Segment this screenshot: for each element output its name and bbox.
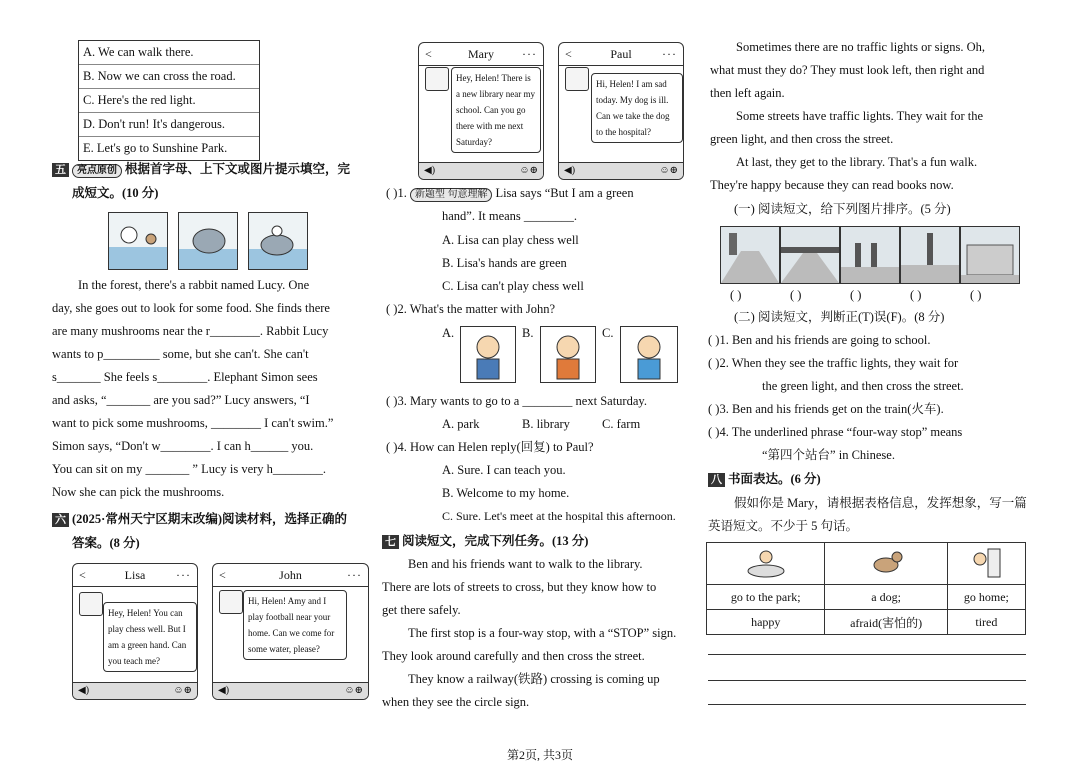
passage-line: They look around carefully and then cross the street. [382,649,645,663]
question-4 [386,436,594,459]
zebra-crossing-illustration [901,227,959,283]
rabbit-illustration [109,213,167,269]
back-icon: < [219,568,226,582]
option-a: A. We can walk there. [79,41,259,65]
section-number: 八 [708,473,725,487]
question-number: ( )4. [386,440,407,454]
tf-text: The underlined phrase “four-way stop” means [731,425,963,439]
park-icon-cell [707,543,825,585]
question-number: ( )1. [386,186,407,200]
table-cell: go to the park; [707,585,825,610]
chat-window-john [212,563,369,700]
section-title: (2025·常州天宁区期末改编)阅读材料，选择正确的 [72,512,347,526]
emoji-icon: ☺⊕ [519,165,538,176]
passage-line: green light, and then cross the street. [710,132,894,146]
street-picture-5 [960,226,1020,284]
section6-heading [52,508,347,531]
option-c-picture [620,326,678,383]
speaker-icon: ◀) [424,165,436,176]
passage-line: You can sit on my _______ ” Lucy is very h________. [52,462,327,476]
boy-headache-illustration [461,327,515,382]
tf-item-4 [708,421,962,444]
order-bracket[interactable]: ( ) [730,288,742,302]
option: A. [442,326,455,340]
section5-passage [52,274,368,504]
tf-item-2 [708,352,958,375]
order-bracket[interactable]: ( ) [790,288,802,302]
option: B. [522,326,534,340]
question-number: ( )3. [386,394,407,408]
passage-line: wants to p_________ some, but she can't. She can't [52,347,309,361]
table-cell: a dog; [825,585,947,610]
passage-line: get there safely. [382,603,461,617]
section-title: 根据首字母、上下文或图片提示填空，完 [125,162,351,176]
option: C. [602,326,614,340]
option: A. Lisa can play chess well [442,233,579,247]
section5-heading [52,158,350,181]
more-icon: ··· [662,47,677,61]
info-table [706,542,1026,635]
section8-heading [708,468,821,491]
chat-window-paul [558,42,684,180]
order-bracket[interactable]: ( ) [910,288,922,302]
question-number: ( )2. [386,302,407,316]
emoji-icon: ☺⊕ [173,685,192,696]
passage-line: Some streets have traffic lights. They wait for the [736,109,984,123]
question-text: How can Helen reply(回复) to Paul? [409,440,594,454]
section7-heading [382,530,588,553]
tf-number: ( )4. [708,425,729,439]
section-number: 五 [52,163,69,177]
option: C. Sure. Let's meet at the hospital this afternoon. [442,509,676,523]
option-a-picture [460,326,516,383]
writing-line[interactable] [708,704,1026,705]
question-3 [386,390,647,413]
option: A. park [442,417,480,431]
chat-message: Hi, Helen! Amy and I play football near your home. Can we come for some water, please? [243,590,347,660]
passage-line: They're happy because they can read books now. [710,178,954,192]
question-2 [386,298,555,321]
task1-heading: (一) 阅读短文，给下列图片排序。(5 分) [734,202,951,216]
elephant-picture [178,212,238,270]
options-box [78,40,260,161]
tf-text: When they see the traffic lights, they wait for [731,356,959,370]
section-number: 七 [382,535,399,549]
more-icon: ··· [347,568,362,582]
elephant-illustration [179,213,237,269]
passage-line: Now she can pick the mushrooms. [52,485,225,499]
passage-line: At last, they get to the library. That's a fun walk. [736,155,978,169]
home-icon [966,545,1006,579]
tf-number: ( )1. [708,333,729,347]
option-d: D. Don't run! It's dangerous. [79,113,259,137]
passage-line: are many mushrooms near the r________. Rabbit Lucy [52,324,329,338]
avatar [79,592,103,616]
passage-line: s_______ She feels s________. Elephant Simon sees [52,370,318,384]
chat-contact-name: Paul [610,47,632,61]
passage-line: want to pick some mushrooms, ________ I can't swim.” [52,416,334,430]
section8-intro: 假如你是 Mary，请根据表格信息，发挥想象，写一篇 [734,496,1027,510]
order-bracket[interactable]: ( ) [970,288,982,302]
section8-intro-cont: 英语短文。不少于 5 句话。 [708,519,859,533]
chat-message: Hi, Helen! I am sad today. My dog is ill. Can we take the dog to the hospital? [591,73,683,143]
task2-heading: (二) 阅读短文，判断正(T)误(F)。(8 分) [734,310,945,324]
section-title: 阅读短文，完成下列任务。(13 分) [402,534,589,548]
street-picture-1 [720,226,780,284]
avatar [425,67,449,91]
option-b-picture [540,326,596,383]
table-cell: go home; [947,585,1025,610]
emoji-icon: ☺⊕ [344,685,363,696]
section-title: 书面表达。(6 分) [728,472,821,486]
back-icon: < [79,568,86,582]
passage-line: what must they do? They must look left, then right and [710,63,985,77]
chat-message: Hey, Helen! You can play chess well. But I am a green hand. Can you teach me? [103,602,197,672]
dog-icon-cell [825,543,947,585]
section-number: 六 [52,513,69,527]
table-cell: tired [947,610,1025,635]
more-icon: ··· [176,568,191,582]
table-cell: afraid(害怕的) [825,610,947,635]
railway-crossing-illustration [781,227,839,283]
option-e: E. Let's go to Sunshine Park. [83,141,228,155]
children-crossing-illustration [841,227,899,283]
option: A. Sure. I can teach you. [442,463,566,477]
four-way-stop-illustration [721,227,779,283]
street-picture-2 [780,226,840,284]
question-text: Mary wants to go to a ________ next Saturday. [409,394,647,408]
boy-thirsty-illustration [621,327,677,382]
option: B. Welcome to my home. [442,486,570,500]
writing-line[interactable] [708,680,1026,681]
writing-line[interactable] [708,654,1026,655]
tf-text: Ben and his friends get on the train(火车). [731,402,944,416]
passage-line: There are lots of streets to cross, but they know how to [382,580,657,594]
chat-message: Hey, Helen! There is a new library near my school. Can you go there with me next Saturday? [451,67,541,153]
question-1 [386,182,634,205]
speaker-icon: ◀) [78,685,90,696]
question-text-cont: hand”. It means ________. [442,209,578,223]
chat-window-mary [418,42,544,180]
table-cell: happy [707,610,825,635]
speaker-icon: ◀) [564,165,576,176]
option: B. library [522,417,570,431]
elephant-rabbit-picture [248,212,308,270]
crossing-illustration [249,213,307,269]
passage-line: The first stop is a four-way stop, with a “STOP” sign. [408,626,677,640]
page-number: 第2页, 共3页 [506,748,573,762]
passage-line: and asks, “_______ are you sad?” Lucy answers, “I [52,393,310,407]
section6-title-cont: 答案。(8 分) [72,536,140,550]
more-icon: ··· [522,47,537,61]
back-icon: < [425,47,432,61]
section7-passage-part2 [710,36,1026,197]
tf-item-1 [708,329,931,352]
boy-toothache-illustration [541,327,595,382]
passage-line: Simon says, “Don't w________. I can h______ you. [52,439,314,453]
order-bracket[interactable]: ( ) [850,288,862,302]
emoji-icon: ☺⊕ [659,165,678,176]
street-picture-4 [900,226,960,284]
question-tag: 新题型 句意理解 [410,188,493,202]
tf-text-cont: the green light, and then cross the street. [762,379,964,393]
passage-line: day, she goes out to look for some food. She finds there [52,301,330,315]
rabbit-picture [108,212,168,270]
tf-text-cont: “第四个站台” in Chinese. [762,448,895,462]
passage-line: Ben and his friends want to walk to the library. [408,557,643,571]
option: C. Lisa can't play chess well [442,279,584,293]
chat-window-lisa [72,563,198,700]
tf-number: ( )2. [708,356,729,370]
option-c: C. Here's the red light. [79,89,259,113]
option: B. Lisa's hands are green [442,256,567,270]
chat-contact-name: Mary [468,47,494,61]
question-text: Lisa says “But I am a green [495,186,634,200]
library-illustration [961,227,1019,283]
passage-line: In the forest, there's a rabbit named Lucy. One [78,278,310,292]
question-text: What's the matter with John? [409,302,556,316]
passage-line: They know a railway(铁路) crossing is coming up [408,672,660,686]
tf-text: Ben and his friends are going to school. [731,333,931,347]
passage-line: when they see the circle sign. [382,695,530,709]
option: C. farm [602,417,641,431]
home-icon-cell [947,543,1025,585]
dog-icon [866,545,906,579]
tf-number: ( )3. [708,402,729,416]
avatar [565,67,589,91]
passage-line: then left again. [710,86,785,100]
option-b: B. Now we can cross the road. [79,65,259,89]
park-icon [746,545,786,579]
back-icon: < [565,47,572,61]
passage-line: Sometimes there are no traffic lights or signs. Oh, [736,40,986,54]
section7-passage-part1 [382,553,692,714]
chat-contact-name: Lisa [124,568,146,582]
tf-item-3 [708,398,944,421]
avatar [219,590,243,614]
speaker-icon: ◀) [218,685,230,696]
section5-title-cont: 成短文。(10 分) [72,186,159,200]
chat-contact-name: John [279,568,302,582]
street-picture-3 [840,226,900,284]
section-tag: 亮点原创 [72,164,122,178]
